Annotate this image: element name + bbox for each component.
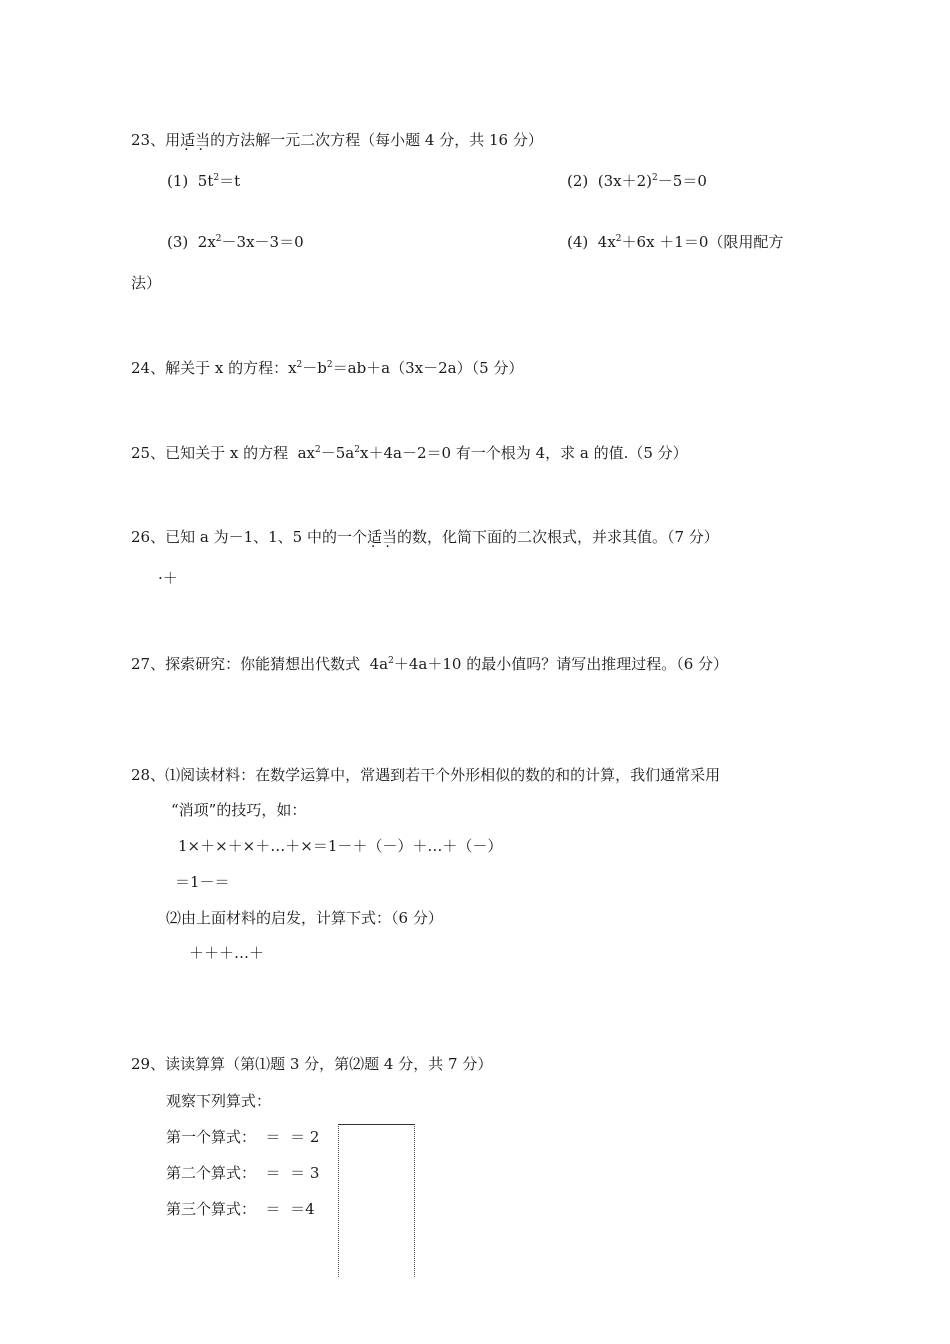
q29-line-3: 第一个算式： ＝ ＝ 2 [166,1128,320,1146]
q23-part-3-text: (3) 2x [167,233,216,251]
q24-line [131,358,523,378]
q25-mid: －5a [320,444,355,462]
q26-line [131,527,719,547]
q27-pre: 27、探索研究：你能猜想出代数式 4a [131,655,389,673]
q23-part-4-wrap: 法） [131,274,162,292]
q24-mid: －b [302,359,327,377]
q25-exp-2: 2 [354,445,360,455]
q24-exp-1: 2 [296,360,303,370]
q23-heading-post: 的方法解一元二次方程（每小题 4 分，共 16 分） [210,131,543,149]
q25-exp-1: 2 [315,445,321,455]
q26-pre: 26、已知 a 为－1、1、5 中的一个 [131,528,367,546]
q23-part-4-text: (4) 4x [567,233,616,251]
q23-part-4 [567,232,783,252]
q23-part-2-tail: －5＝0 [657,172,707,190]
q29-answer-box [338,1124,415,1277]
q26-emphasis: 适当 · · [367,527,397,547]
q25-pre: 25、已知关于 x 的方程 ax [131,444,316,462]
q28-line-2: “消项”的技巧，如： [171,801,307,819]
q23-heading [131,130,543,150]
q28-line-1: 28、⑴阅读材料：在数学运算中，常遇到若干个外形相似的数的和的计算，我们通常采用 [131,766,721,784]
q23-part-2 [567,171,707,191]
q29-line-5: 第三个算式： ＝ ＝4 [166,1200,315,1218]
q23-part-4-exponent: 2 [615,234,622,244]
q23-heading-emphasis: 适当 · · [180,130,210,150]
q23-heading-pre: 23、用 [131,131,181,149]
q29-line-2: 观察下列算式： [166,1092,272,1110]
q29-line-1: 29、读读算算（第⑴题 3 分，第⑵题 4 分，共 7 分） [131,1055,493,1073]
q24-pre: 24、解关于 x 的方程：x [131,359,297,377]
q24-tail: ＝ab＋a（3x－2a）（5 分） [332,359,524,377]
q29-line-4: 第二个算式： ＝ ＝ 3 [166,1164,320,1182]
q28-line-3: 1×＋×＋×＋…＋×＝1－＋（－）＋…＋（－） [178,837,503,855]
q23-part-1-tail: ＝t [219,172,241,190]
q27-tail: ＋4a＋10 的最小值吗？请写出推理过程。（6 分） [393,655,729,673]
q27-line [131,654,728,674]
q25-tail: x＋4a－2＝0 有一个根为 4，求 a 的值.（5 分） [360,444,688,462]
q28-line-5: ⑵由上面材料的启发，计算下式：（6 分） [166,909,443,927]
q23-part-3 [167,232,304,252]
q23-part-2-text: (2) (3x＋2) [567,172,653,190]
q28-line-4: ＝1－＝ [175,873,230,891]
q26-expression: ·＋ [158,569,178,587]
q27-exp-1: 2 [388,656,394,666]
q23-part-4-tail: ＋6x ＋1＝0（限用配方 [621,233,784,251]
q23-part-3-tail: －3x－3＝0 [221,233,304,251]
q26-tail: 的数，化简下面的二次根式，并求其值。（7 分） [396,528,719,546]
q24-exp-2: 2 [326,360,333,370]
q28-line-6: ＋＋＋…＋ [189,944,265,962]
q23-part-2-exponent: 2 [652,173,658,183]
q23-part-1 [167,171,240,191]
q25-line [131,443,688,463]
q23-part-1-exponent: 2 [213,173,220,183]
q23-part-3-exponent: 2 [215,234,222,244]
q23-part-1-text: (1) 5t [167,172,214,190]
